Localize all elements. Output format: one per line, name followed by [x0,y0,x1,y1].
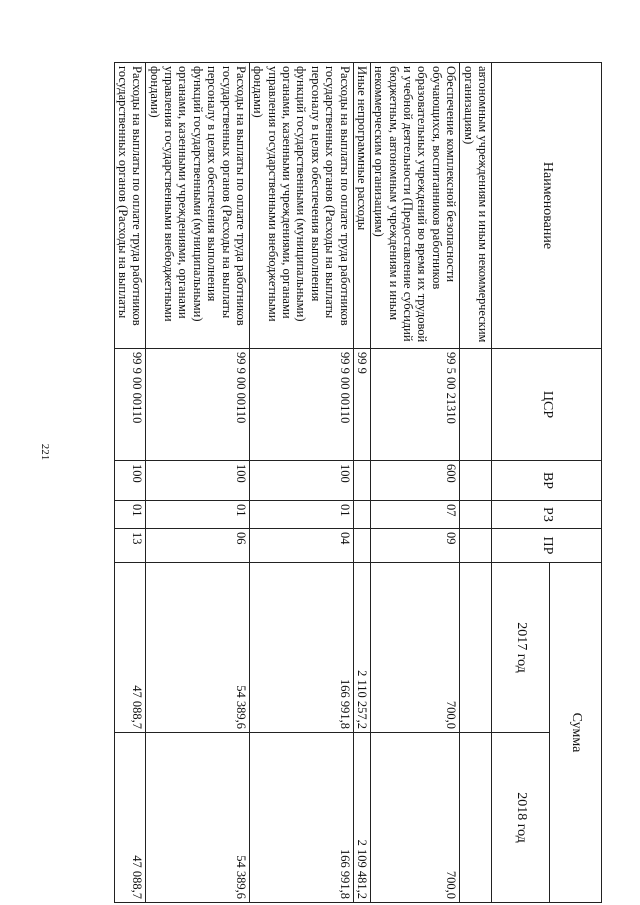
header-2017: 2017 год [492,563,550,733]
cell-y2018: 166 991,8 [250,733,354,903]
cell-y2018: 2 109 481,2 [353,733,370,903]
table-row [146,63,250,903]
cell-rz [460,501,492,529]
page-number: 221 [39,443,51,461]
cell-y2017: 2 110 257,2 [353,563,370,733]
cell-vr [353,461,370,501]
header-csr: ЦСР [492,349,602,461]
cell-name: автономным учреждениям и иным некоммерческим организациям) [460,63,492,349]
cell-csr: 99 5 00 21310 [371,349,460,461]
cell-pr [460,529,492,563]
cell-vr: 100 [114,461,146,501]
cell-pr: 04 [250,529,354,563]
cell-y2017: 700,0 [371,563,460,733]
cell-name: Расходы на выплаты по оплате труда работников государственных органов (Расходы на выплаты [114,63,146,349]
cell-y2018 [460,733,492,903]
header-sum: Сумма [550,563,602,903]
cell-csr: 99 9 00 00110 [250,349,354,461]
cell-vr: 600 [371,461,460,501]
cell-y2018: 700,0 [371,733,460,903]
cell-vr [460,461,492,501]
cell-rz [353,501,370,529]
cell-rz: 01 [146,501,250,529]
cell-csr: 99 9 [353,349,370,461]
budget-table-rotated [76,62,602,902]
cell-vr: 100 [146,461,250,501]
budget-table [114,62,602,903]
cell-csr: 99 9 00 00110 [146,349,250,461]
cell-rz: 01 [250,501,354,529]
table-row [353,63,370,903]
cell-y2017: 54 389,6 [146,563,250,733]
header-2018: 2018 год [492,733,550,903]
cell-pr: 09 [371,529,460,563]
cell-y2018: 47 088,7 [114,733,146,903]
cell-y2017: 47 088,7 [114,563,146,733]
header-name: Наименование [492,63,602,349]
cell-rz: 07 [371,501,460,529]
header-pr: ПР [492,529,602,563]
header-vr: ВР [492,461,602,501]
cell-name: Иные непрограммные расходы [353,63,370,349]
cell-pr: 06 [146,529,250,563]
cell-y2017: 166 991,8 [250,563,354,733]
table-row [114,63,146,903]
cell-name: Расходы на выплаты по оплате труда работников государственных органов (Расходы на выплаты персоналу в целях обеспечения выполнения функций государственными (муниципальными) органами, казенными учреждениями, органами управления государственными внебюджетными фондами) [146,63,250,349]
cell-y2017 [460,563,492,733]
cell-name: Обеспечение комплексной безопасности обучающихся, воспитанников работников образовательных учреждений во время их трудовой и учебной деятельности (Предоставление субсидий бюджетным, автономным учреждениям и иным некоммерческим организациям) [371,63,460,349]
table-body [114,63,491,903]
cell-y2018: 54 389,6 [146,733,250,903]
cell-csr [460,349,492,461]
cell-pr [353,529,370,563]
cell-name: Расходы на выплаты по оплате труда работников государственных органов (Расходы на выплаты персоналу в целях обеспечения выполнения функций государственными (муниципальными) органами, казенными учреждениями, органами управления государственными внебюджетными фондами) [250,63,354,349]
cell-vr: 100 [250,461,354,501]
cell-pr: 13 [114,529,146,563]
table-row [250,63,354,903]
cell-csr: 99 9 00 00110 [114,349,146,461]
table-row [371,63,460,903]
table-row [460,63,492,903]
cell-rz: 01 [114,501,146,529]
header-rz: РЗ [492,501,602,529]
